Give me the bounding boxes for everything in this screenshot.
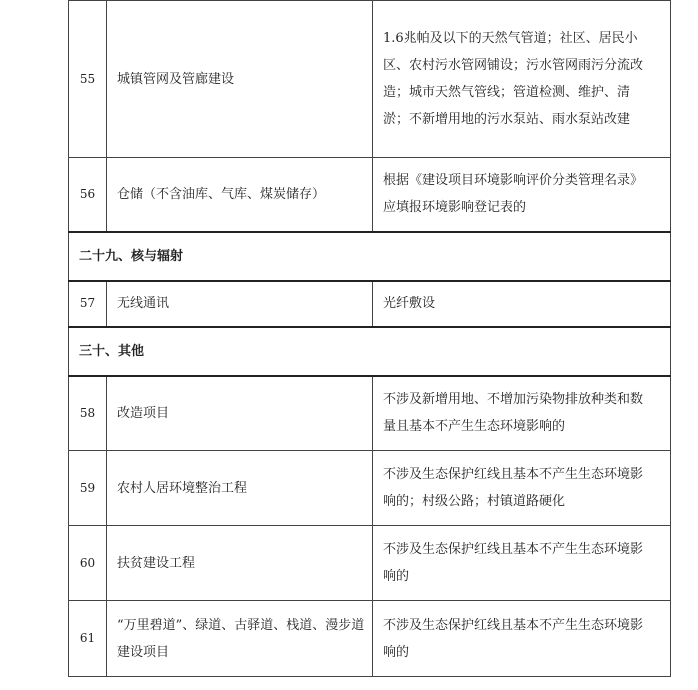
project-scope-text: 光纤敷设 [383,296,436,311]
project-name: 城镇管网及管廊建设 [107,1,373,158]
project-name: 无线通讯 [107,281,373,327]
project-scope [373,158,671,232]
project-name: 扶贫建设工程 [107,526,373,601]
table-row [69,158,671,232]
section-header-row [69,232,671,281]
project-scope-text: 不涉及生态保护红线且基本不产生生态环境影响的；村级公路；村镇道路硬化 [383,467,644,509]
section-title: 三十、其他 [69,327,671,376]
row-number: 61 [69,601,107,677]
table-row [69,451,671,526]
table-row [69,601,671,677]
project-scope-text: 不涉及生态保护红线且基本不产生生态环境影响的 [383,542,644,584]
table-row [69,1,671,158]
project-name: 农村人居环境整治工程 [107,451,373,526]
document-page [68,0,671,677]
row-number: 55 [69,1,107,158]
project-name: 改造项目 [107,376,373,451]
project-scope-text: 1.6兆帕及以下的天然气管道；社区、居民小区、农村污水管网铺设；污水管网雨污分流改造；城市天然气管线；管道检测、维护、清淤；不新增用地的污水泵站、雨水泵站改建 [383,31,644,127]
table-row [69,281,671,327]
project-scope [373,281,671,327]
project-scope [373,1,671,158]
project-name: 仓储（不含油库、气库、煤炭储存） [107,158,373,232]
row-number: 57 [69,281,107,327]
row-number: 59 [69,451,107,526]
project-scope [373,451,671,526]
project-scope-text: 不涉及新增用地、不增加污染物排放种类和数量且基本不产生生态环境影响的 [383,392,644,435]
section-title: 二十九、核与辐射 [69,232,671,281]
project-scope [373,376,671,451]
project-category-table [68,0,671,677]
row-number: 58 [69,376,107,451]
table-row [69,526,671,601]
project-scope [373,601,671,677]
table-row [69,376,671,451]
project-scope-text: 不涉及生态保护红线且基本不产生生态环境影响的 [383,617,644,660]
project-name-text: “万里碧道”、绿道、古驿道、栈道、漫步道建设项目 [117,617,365,660]
row-number: 56 [69,158,107,232]
section-header-row [69,327,671,376]
project-name [107,601,373,677]
project-scope [373,526,671,601]
project-scope-text: 根据《建设项目环境影响评价分类管理名录》应填报环境影响登记表的 [383,173,644,216]
row-number: 60 [69,526,107,601]
